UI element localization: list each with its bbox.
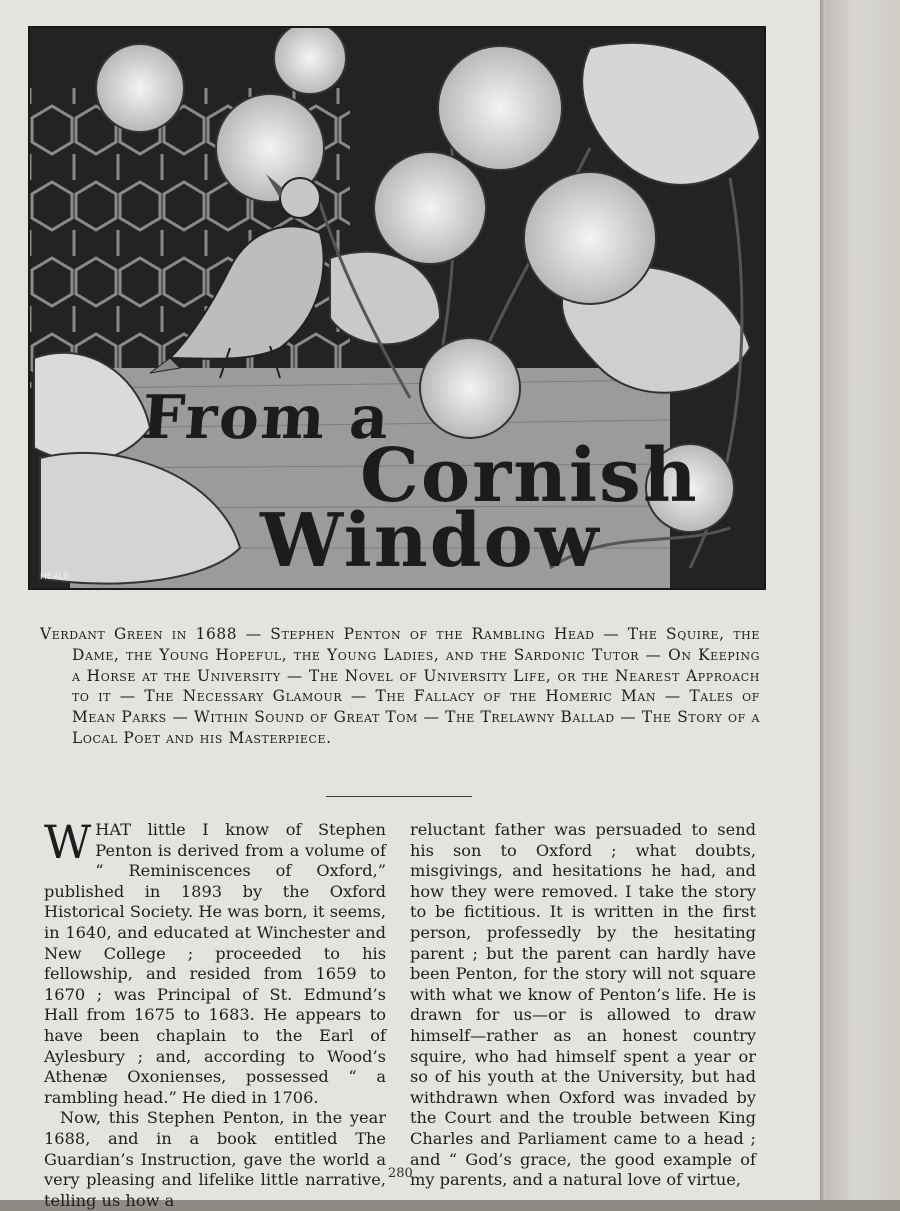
body-column-left [44,815,386,1211]
section-divider [326,796,472,797]
header-illustration [28,26,766,590]
paragraph-1-text: little I know of Stephen Penton is derived from a volume of “ Reminiscences of Oxford,” published in 1893 by the Oxford Historical Society. He was born, it seems, in 1640, and educated at Winchester and New College ; proceeded to his fellowship, and resided from 1659 to 1670 ; was Principal of St. Edmund’s Hall from 1675 to 1683. He appears to have been chaplain to the Earl of Aylesbury ; and, according to Wood’s Athenæ Oxonienses, possessed “ a rambling head.” He died in 1706. [44,820,386,1107]
header-title-line-1: From a [139,383,393,453]
body-column-right [410,820,756,1191]
artist-signature: HEALE [40,572,70,582]
page-number: 280 [388,1166,413,1181]
paragraph-1 [44,815,386,1108]
paragraph-3: reluctant father was persuaded to send his son to Oxford ; what doubts, misgivings, and hesitations he had, and how they were removed. I take the story to be fictitious. It is written in the first person, professedly by the hesitating parent ; but the parent can hardly have been Penton, for the story will not square with what we know of Penton’s life. He is drawn for us—or is allowed to draw himself—rather as an honest country squire, who had himself spent a year or so of his youth at the University, but had withdrawn when Oxford was invaded by the Court and the trouble between King Charles and Parliament came to a head ; and “ God’s grace, the good example of my parents, and a natural love of virtue, [410,820,756,1190]
summary-text: Verdant Green in 1688 — Stephen Penton of the Rambling Head — The Squire, the Dame, the Young Hopeful, the Young Ladies, and the Sardonic Tutor — On Keeping a Horse at the University — The Novel of University Life, or the Nearest Approach to it — The Necessary Glamour — The Fallacy of the Homeric Man — Tales of Mean Parks — Within Sound of Great Tom — The Trelawny Ballad — The Story of a Local Poet and his Masterpiece. [40,625,760,747]
header-title-line-2: Cornish [360,433,699,519]
header-title-line-3: Window [260,498,601,584]
chapter-summary [40,624,760,749]
next-page-edge [826,0,900,1200]
paragraph-1-lead: HAT [95,820,131,839]
paragraph-2: Now, this Stephen Penton, in the year 1688, and in a book entitled The Guardian’s Instruction, gave the world a very pleasing and lifelike little narrative, telling us how a [44,1108,386,1210]
drop-cap: W [44,815,92,869]
